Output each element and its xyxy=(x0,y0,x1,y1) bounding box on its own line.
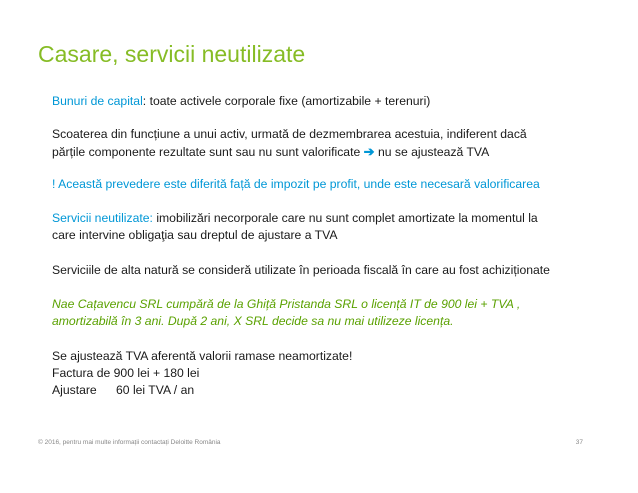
adjustment-label: Ajustare xyxy=(52,383,97,397)
page-number: 37 xyxy=(575,439,583,446)
unused-services-line-1 xyxy=(52,210,612,227)
example-line-1: Nae Cațavencu SRL cumpără de la Ghiță Pristanda SRL o licență IT de 900 lei + TVA , xyxy=(52,297,521,311)
example-line-2: amortizabilă în 3 ani. După 2 ani, X SRL decide sa nu mai utilizeze licența. xyxy=(52,314,454,328)
unused-services-definition: imobilizări necorporale care nu sunt complet amortizate la momentul la xyxy=(152,211,538,225)
disposal-line-2-text: părțile componente rezultate sunt sau nu sunt valorificate xyxy=(52,145,361,159)
adjustment-line-3 xyxy=(52,382,612,399)
adjustment-line-1: Se ajustează TVA aferentă valorii ramase neamortizate! xyxy=(52,349,353,363)
paragraph-disposal xyxy=(52,126,612,161)
footer-copyright: © 2016, pentru mai multe informații contactați Deloitte România xyxy=(38,439,221,446)
adjustment-value: 60 lei TVA / an xyxy=(116,383,195,397)
disposal-line-1: Scoaterea din funcțiune a unui activ, urmată de dezmembrarea acestuia, indiferent dacă xyxy=(52,127,527,141)
arrow-right-icon: ➔ xyxy=(363,144,375,159)
paragraph-adjustment xyxy=(52,348,612,399)
paragraph-capital-goods xyxy=(52,93,612,110)
term-capital-goods: Bunuri de capital xyxy=(52,94,143,108)
term-unused-services: Servicii neutilizate: xyxy=(52,211,153,225)
slide-title: Casare, servicii neutilizate xyxy=(38,41,306,67)
paragraph-warning-note: ! Această prevedere este diferită față de impozit pe profit, unde este necesară valorificarea xyxy=(52,177,540,191)
capital-goods-definition: : toate activele corporale fixe (amortizabile + terenuri) xyxy=(142,94,431,108)
paragraph-unused-services xyxy=(52,210,612,244)
adjustment-line-2: Factura de 900 lei + 180 lei xyxy=(52,366,200,380)
disposal-conclusion: nu se ajustează TVA xyxy=(374,145,490,159)
disposal-line-2 xyxy=(52,143,612,161)
unused-services-line-2: care intervine obligaţia sau dreptul de ajustare a TVA xyxy=(52,228,338,242)
paragraph-other-services: Serviciile de alta natură se consideră utilizate în perioada fiscală în care au fost achiziționate xyxy=(52,263,550,277)
paragraph-example xyxy=(52,296,612,330)
